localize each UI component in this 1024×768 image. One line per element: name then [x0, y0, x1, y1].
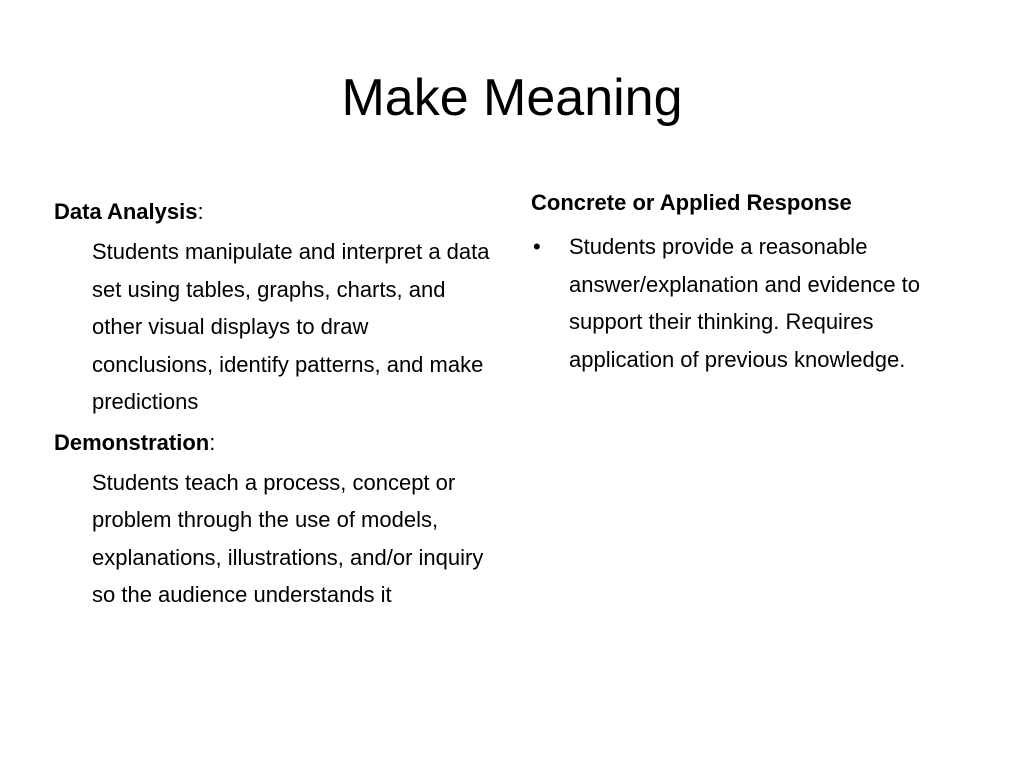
term-suffix: :	[209, 429, 216, 455]
description-demonstration: Students teach a process, concept or problem through the use of models, explanations, illustrations, and/or inquiry so the audience understands it	[92, 469, 484, 607]
left-column	[54, 196, 494, 619]
term-data-analysis	[54, 196, 494, 228]
term-label: Data Analysis	[54, 199, 198, 224]
slide-title: Make Meaning	[341, 69, 683, 127]
right-column	[531, 186, 971, 378]
right-heading: Concrete or Applied Response	[531, 190, 852, 215]
bullet-item	[531, 228, 971, 378]
term-label: Demonstration	[54, 429, 210, 455]
term-suffix: :	[197, 199, 204, 224]
bullet-list	[531, 228, 971, 378]
description-data-analysis: Students manipulate and interpret a data set using tables, graphs, charts, and other visual displays to draw conclusions, identify patterns, and make predictions	[92, 239, 490, 414]
bullet-text: Students provide a reasonable answer/explanation and evidence to support their thinking. Requires application of previous knowledge.	[569, 234, 921, 372]
term-demonstration	[54, 427, 494, 459]
bullet-icon: •	[533, 234, 541, 259]
